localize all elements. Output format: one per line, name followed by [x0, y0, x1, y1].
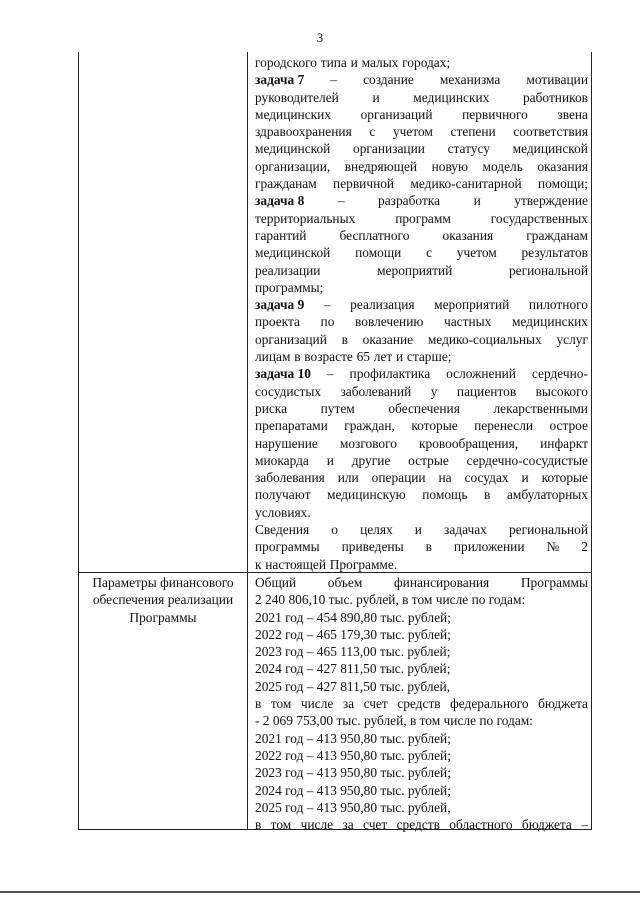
word: числе — [300, 817, 334, 833]
word: бюджета — [538, 696, 588, 712]
word: настоящей — [265, 556, 327, 572]
word: в — [294, 349, 301, 365]
word: городах; — [402, 55, 451, 70]
word: которые — [411, 418, 458, 434]
text-line — [255, 712, 588, 729]
word: 2022 год – 413 950,80 тыс. рублей; — [255, 747, 451, 763]
text-line — [255, 435, 588, 452]
word: лицам — [255, 349, 291, 365]
word: 2023 год – 413 950,80 тыс. рублей; — [255, 765, 451, 781]
word: 2025 год – 427 811,50 тыс. рублей, — [255, 678, 451, 694]
text-line — [255, 175, 588, 192]
word: звена — [557, 106, 588, 122]
word: препаратами — [255, 418, 328, 434]
word: задача 10 — [255, 366, 311, 382]
word: целях — [360, 522, 393, 538]
word: оказание — [362, 331, 414, 347]
word: – — [581, 817, 588, 833]
word: кровообращения, — [419, 435, 519, 451]
word: инфаркт — [540, 435, 588, 451]
word: частных — [444, 314, 492, 330]
word: с — [426, 245, 433, 261]
text-line — [255, 417, 588, 434]
word: у — [430, 383, 438, 399]
word: организации, — [255, 158, 331, 174]
text-line — [255, 89, 588, 106]
text-line — [255, 486, 588, 503]
word: бесплатного — [339, 227, 410, 243]
word: медицинских — [413, 89, 490, 105]
word: 2021 год – 413 950,80 тыс. рублей; — [255, 730, 451, 746]
text-line — [255, 313, 588, 330]
label-line: Параметры финансового — [92, 575, 234, 590]
word: медицинской — [512, 141, 588, 157]
text-line — [255, 54, 588, 71]
word: проекта — [255, 314, 300, 330]
word: бюджета — [521, 817, 572, 833]
word: медицинскую — [327, 487, 406, 503]
word: медицинских — [511, 314, 588, 330]
text-line — [255, 591, 588, 608]
text-line — [255, 609, 588, 626]
word: другие — [351, 452, 391, 468]
word: и — [414, 522, 422, 538]
word: программы; — [255, 279, 324, 295]
text-line — [255, 469, 588, 486]
word: и — [395, 349, 404, 365]
word: региональной — [508, 522, 588, 538]
text-line — [255, 556, 588, 573]
word: пилотного — [528, 297, 588, 313]
word: в — [484, 487, 491, 503]
word: сердечно- — [531, 366, 588, 382]
program-passport-table — [78, 52, 592, 833]
word: лет — [373, 349, 393, 365]
word: Сведения — [255, 522, 310, 538]
word: задача 8 — [255, 193, 305, 209]
word: том — [270, 817, 292, 833]
word: руководителей — [255, 89, 339, 105]
word: медико-социальных — [427, 331, 542, 347]
word: результатов — [521, 245, 588, 261]
word: миокарда — [255, 452, 309, 468]
text-line — [255, 348, 588, 365]
text-line — [255, 192, 588, 209]
text-line — [255, 296, 588, 313]
text-line — [255, 764, 588, 781]
word: мозгового — [339, 435, 397, 451]
word: о — [331, 522, 338, 538]
text-line — [255, 521, 588, 538]
word: граждан, — [344, 418, 395, 434]
word: № — [546, 539, 560, 555]
word: Общий — [255, 575, 297, 590]
word: – — [323, 297, 331, 313]
word: федерального — [450, 696, 529, 712]
word: заболевания — [255, 470, 325, 486]
text-line — [255, 140, 588, 157]
word: 2022 год – 465 179,30 тыс. рублей; — [255, 626, 451, 642]
text-line — [255, 730, 588, 747]
word: механизма — [439, 72, 501, 88]
word: областного — [449, 817, 513, 833]
word: организаций — [255, 331, 327, 347]
word: объем — [327, 575, 363, 590]
text-line — [255, 365, 588, 382]
word: с — [369, 124, 376, 140]
word: – — [337, 193, 345, 209]
word: гражданам — [255, 176, 317, 192]
word: 2021 год – 454 890,80 тыс. рублей; — [255, 609, 451, 625]
word: новую — [431, 158, 469, 174]
word: - 2 069 753,00 тыс. рублей, в том числе по годам: — [255, 713, 533, 729]
word: 2023 год – 465 113,00 тыс. рублей; — [255, 644, 451, 660]
word: старше; — [406, 349, 452, 365]
bottom-rule — [0, 891, 640, 893]
text-line — [255, 158, 588, 175]
word: разработка — [378, 193, 441, 209]
word: высокого — [535, 383, 588, 399]
text-line — [255, 538, 588, 555]
word: медицинской — [255, 245, 331, 261]
word: задача 7 — [255, 72, 305, 88]
word: медицинских — [255, 106, 332, 122]
word: организации — [353, 141, 425, 157]
word: территориальных — [255, 210, 356, 226]
text-line — [255, 244, 588, 261]
word: на — [438, 470, 452, 486]
word: за — [342, 817, 354, 833]
finance-parameters-label — [81, 574, 245, 626]
word: задача 9 — [255, 297, 305, 313]
word: соответствия — [513, 124, 588, 140]
word: реализация — [350, 297, 415, 313]
word: первичного — [462, 106, 528, 122]
word: в — [255, 817, 262, 833]
word: мероприятий — [377, 262, 453, 278]
word: учетом — [456, 245, 497, 261]
label-line: Программы — [129, 609, 197, 625]
word: статусу — [447, 141, 490, 157]
word: программ — [395, 210, 451, 226]
text-line — [255, 626, 588, 643]
word: государственных — [490, 210, 588, 226]
word: городского — [255, 55, 317, 70]
word: сердечно-сосудистые — [466, 452, 588, 468]
word: сосудистых — [255, 383, 322, 399]
word: которые — [541, 470, 588, 486]
word: Программе. — [329, 556, 398, 572]
word: и — [521, 470, 529, 486]
word: в — [425, 539, 432, 555]
word: внедряющей — [344, 158, 418, 174]
word: приведены — [341, 539, 404, 555]
word: средств — [397, 696, 441, 712]
word: помощи — [355, 245, 402, 261]
word: числе — [300, 696, 334, 712]
word: и — [326, 452, 334, 468]
word: – — [326, 366, 334, 382]
word: задачах — [444, 522, 487, 538]
word: перенесли — [474, 418, 534, 434]
word: и — [350, 55, 358, 70]
word: утверждение — [514, 193, 588, 209]
word: гражданам — [526, 227, 588, 243]
word: работников — [522, 89, 588, 105]
word: счет — [363, 696, 388, 712]
text-line — [255, 747, 588, 764]
word: получают — [255, 487, 311, 503]
text-line — [255, 660, 588, 677]
text-line — [255, 262, 588, 279]
word: оказания — [537, 158, 588, 174]
word: помощи; — [538, 176, 588, 192]
word: здравоохранения — [255, 124, 352, 140]
word: профилактика — [349, 366, 431, 382]
word: в — [255, 696, 262, 712]
text-line — [255, 574, 588, 591]
page-number: 3 — [316, 30, 324, 45]
word: типа — [320, 55, 347, 70]
word: малых — [361, 55, 399, 70]
word: за — [342, 696, 355, 712]
word: создание — [363, 72, 414, 88]
word: условиях. — [255, 504, 311, 520]
word: лекарственными — [493, 400, 588, 416]
word: сосудах — [464, 470, 509, 486]
word: амбулаторных — [506, 487, 588, 503]
finance-parameters-cell — [255, 574, 588, 833]
word: острое — [549, 418, 588, 434]
word: или — [337, 470, 359, 486]
word: осложнений — [446, 366, 516, 382]
text-line — [255, 383, 588, 400]
text-line — [255, 695, 588, 712]
word: счет — [363, 817, 388, 833]
word: гарантий — [255, 227, 307, 243]
word: учетом — [392, 124, 433, 140]
word: по — [320, 314, 335, 330]
text-line — [255, 400, 588, 417]
word: обеспечения — [388, 400, 460, 416]
word: 2024 год – 427 811,50 тыс. рублей; — [255, 661, 451, 677]
word: 2 — [581, 539, 588, 555]
word: возрасте — [304, 349, 353, 365]
word: модель — [482, 158, 523, 174]
word: региональной — [508, 262, 588, 278]
text-line — [255, 678, 588, 695]
text-line — [255, 123, 588, 140]
text-line — [255, 504, 588, 521]
word: 2025 год – 413 950,80 тыс. рублей, — [255, 799, 451, 815]
text-line — [255, 279, 588, 296]
word: степени — [450, 124, 496, 140]
text-line — [255, 227, 588, 244]
word: реализации — [255, 262, 321, 278]
word: программы — [255, 539, 320, 555]
word: риска — [255, 400, 288, 416]
label-line: обеспечения реализации — [92, 592, 234, 608]
word: медицинской — [255, 141, 331, 157]
word: заболеваний — [340, 383, 412, 399]
word: к — [255, 556, 262, 572]
word: операции — [371, 470, 426, 486]
word: мотивации — [526, 72, 588, 88]
word: приложении — [453, 539, 525, 555]
word: нарушение — [255, 435, 318, 451]
text-line — [255, 71, 588, 88]
word: – — [330, 72, 338, 88]
word: пациентов — [456, 383, 517, 399]
word: мероприятий — [434, 297, 510, 313]
word: финансирования — [393, 575, 490, 590]
column-divider — [247, 52, 248, 829]
word: первичной — [333, 176, 395, 192]
text-line — [255, 210, 588, 227]
word: организаций — [360, 106, 433, 122]
word: путем — [320, 400, 355, 416]
text-line — [255, 106, 588, 123]
word: оказания — [442, 227, 494, 243]
word: средств — [396, 817, 440, 833]
word: 65 — [356, 349, 370, 365]
text-line — [255, 799, 588, 816]
word: в — [341, 331, 348, 347]
word: острые — [408, 452, 449, 468]
word: вовлечению — [355, 314, 424, 330]
word: и — [372, 89, 380, 105]
word: помощь — [422, 487, 468, 503]
word: Программы — [520, 575, 588, 590]
word: 2024 год – 413 950,80 тыс. рублей; — [255, 782, 451, 798]
word: медико-санитарной — [410, 176, 522, 192]
text-line — [255, 331, 588, 348]
word: услуг — [556, 331, 588, 347]
word: том — [270, 696, 292, 712]
word: 2 240 806,10 тыс. рублей, в том числе по годам: — [255, 592, 526, 608]
tasks-cell — [255, 54, 588, 573]
text-line — [255, 452, 588, 469]
text-line — [255, 816, 588, 833]
text-line — [255, 643, 588, 660]
word: и — [473, 193, 481, 209]
text-line — [255, 782, 588, 799]
